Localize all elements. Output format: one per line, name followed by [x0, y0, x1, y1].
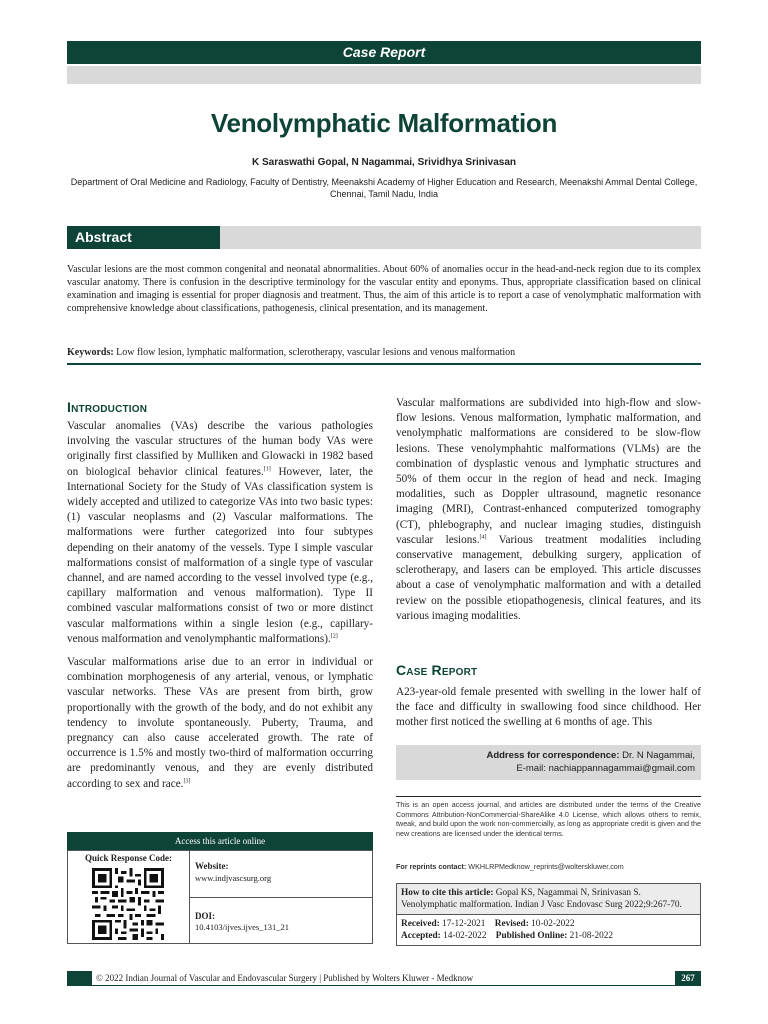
reprints-line — [396, 862, 701, 871]
abstract-text: Vascular lesions are the most common congenital and neonatal abnormalities. About 60% of anomalies occur in the head-and-neck region due to its complex vascular anatomy. There is confusion in the descriptive terminology for the vascular entity and eponyms. Thus, appropriate classification based on clinical examination and imaging is essential for proper diagnosis and treatment. Thus, the aim of this article is to report a case of venolymphatic malformation with comprehensive knowledge about classifications, pathogenesis, clinical presentation, and its management. — [67, 264, 701, 314]
website-link[interactable]: www.indjvascsurg.org — [195, 873, 272, 883]
access-divider — [189, 897, 372, 898]
right-column — [396, 396, 701, 632]
correspondence-box — [396, 745, 701, 780]
footer-rule — [67, 985, 701, 986]
reprints-label: For reprints contact: — [396, 862, 467, 871]
text: Vascular malformations are subdivided into high-flow and slow-flow lesions. Venous malformation, lymphatic malformation, and venolymphatic malformations are considered to be slow-flow lesions. These venolymphahtic malformations (VLMs) are the combination of dysplastic venous and lymphatic structures and 50% of them occur in the region of head and neck. Imaging modalities, such as Doppler ultrasound, magnetic resonance imaging (MRI), Contrast-enhanced computerized tomography (CT), phlebography, and nuclear imaging studies, distinguish vascular lesions. — [396, 397, 701, 546]
citation-ref[interactable]: [1] — [263, 465, 271, 472]
cite-text: Gopal KS, Nagammai N, Srinivasan S. Venolymphatic malformation. Indian J Vasc Endovasc Surg 2022;9:267-70. — [401, 888, 682, 910]
section-label: Case Report — [342, 44, 426, 60]
article-title: Venolymphatic Malformation — [210, 108, 558, 138]
text: However, later, the International Society for the Study of VAs classification system is widely accepted and utilized to categorize VAs into two basic types: (1) vascular neoplasms and (2) Vascular malformations. The malformations were further categorized into four subtypes depending on their anatomy of the vessels. Type I simple vascular malformations consist of malformation of a single type of vascular channel, and are named according to the vessel involved type (e.g., capillary malformation and venous malformation). Type II combined vascular malformations consist of two or more distinct vascular malformations within a single lesion (e.g., capillary-venous malformation and venolymphantic malformations). — [67, 465, 373, 645]
left-column — [67, 419, 373, 800]
access-header: Access this article online — [67, 832, 373, 850]
abstract-strip — [220, 226, 701, 249]
text: Various treatment modalities including conservative management, debulking surgery, application of sclerotherapy, and lasers can be employed. This article discusses about a case of venolymphatic malformation and with a detailed review on the possible etiopathogenesis, clinical features, and its various imaging modalities. — [396, 533, 701, 622]
revised-label: Revised: — [494, 919, 529, 929]
license-text: This is an open access journal, and articles are distributed under the terms of the Creative Commons Attribution-NonCommercial-ShareAlike 4.0 License, which allows others to remix, tweak, and build upon the work non-commercially, as long as appropriate credit is given and the new creations are licensed under the identical terms. — [396, 800, 701, 838]
published-date: 21-08-2022 — [569, 931, 614, 941]
affiliation: Department of Oral Medicine and Radiology, Faculty of Dentistry, Meenakshi Academy of Higher Education and Research, Meenakshi Ammal Dental College, Chennai, Tamil Nadu, India — [70, 177, 698, 199]
reprints-email[interactable]: WKHLRPMedknow_reprints@wolterskluwer.com — [468, 862, 624, 871]
section-banner — [67, 41, 701, 64]
abstract-label: Abstract — [67, 226, 220, 249]
text: Vascular anomalies (VAs) describe the various pathologies involving the vascular structures of the human body VAs were originally first classified by Mulliken and Glowacki in 1982 based on biological behavior clinical features. — [67, 420, 373, 478]
access-box — [67, 850, 373, 944]
abstract-divider — [67, 363, 701, 365]
cite-label: How to cite this article: — [401, 888, 494, 898]
footer-copyright: © 2022 Indian Journal of Vascular and Endovascular Surgery | Published by Wolters Kluwer - Medknow — [96, 973, 474, 983]
citation-ref[interactable]: [2] — [330, 633, 338, 640]
citation-box — [396, 883, 701, 946]
received-date: 17-12-2021 — [442, 919, 486, 929]
text: Vascular malformations arise due to an error in individual or combination morphogenesis of any arterial, venous, or lymphatic vascular networks. These VAs are present from birth, grow proportionally with the growth of the body, and do not exhibit any tendency to involute spontaneously. Puberty, Trauma, and pregnancy can also cause accelerated growth. The rate of occurrence is 1.5% and mostly two-third of malformation occurring are predominantly venous, and they are evenly distributed according to sex and race. — [67, 656, 373, 790]
received-label: Received: — [401, 919, 440, 929]
accepted-label: Accepted: — [401, 931, 441, 941]
introduction-heading: Introduction — [67, 399, 148, 415]
keywords — [67, 346, 701, 359]
keywords-value: Low flow lesion, lymphatic malformation, sclerotherapy, vascular lesions and venous malformation — [116, 347, 516, 358]
published-label: Published Online: — [495, 931, 568, 941]
correspondence-label: Address for correspondence: — [486, 750, 620, 761]
website-label: Website: — [195, 861, 229, 871]
article-dates — [401, 915, 696, 942]
doi-label: DOI: — [195, 911, 215, 921]
author-list: K Saraswathi Gopal, N Nagammai, Srividhya Srinivasan — [252, 157, 516, 168]
intro-paragraph-2 — [67, 655, 373, 792]
revised-date: 10-02-2022 — [531, 919, 575, 929]
citation-ref[interactable]: [3] — [183, 777, 191, 784]
banner-strip — [67, 66, 701, 84]
footer-accent — [67, 971, 92, 986]
keywords-label: Keywords: — [67, 347, 114, 358]
qr-label: Quick Response Code: — [85, 853, 173, 863]
correspondence-email[interactable]: E-mail: nachiappannagammai@gmail.com — [516, 763, 695, 774]
correspondence-name: Dr. N Nagammai, — [622, 750, 695, 761]
qr-code-icon[interactable] — [92, 868, 164, 940]
citation-info — [397, 884, 700, 915]
page-number: 267 — [675, 971, 701, 986]
doi-link[interactable]: 10.4103/ijves.ijves_131_21 — [195, 922, 289, 932]
case-report-text: A23-year-old female presented with swelling in the lower half of the face and difficulty in swallowing food since childhood. Her mother first noticed the swelling at 6 months of age. This — [396, 686, 701, 729]
citation-ref[interactable]: [4] — [479, 534, 487, 541]
license-divider — [396, 796, 701, 797]
intro-paragraph-3 — [396, 396, 701, 624]
accepted-date: 14-02-2022 — [443, 931, 487, 941]
intro-paragraph-1 — [67, 419, 373, 647]
case-report-heading: Case Report — [396, 662, 478, 678]
